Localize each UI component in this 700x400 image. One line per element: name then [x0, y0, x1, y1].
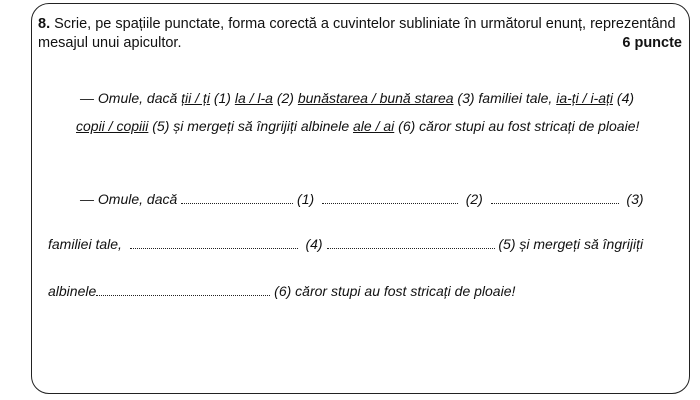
underlined-word-5: copii / copiii — [76, 118, 149, 134]
blank-4[interactable] — [130, 236, 298, 249]
underlined-word-1: ții / ți — [181, 90, 210, 106]
answer-line-2: familiei tale, (4) (5) și mergeți să îngrijiți — [48, 236, 644, 252]
answer-line-1: — Omule, dacă (1) (2) (3) — [80, 191, 644, 207]
exercise-header — [38, 15, 678, 53]
answer-line-3: albinele (6) căror stupi au fost stricați de ploaie! — [48, 283, 516, 299]
instruction-line-2: mesajul unui apicultor. — [38, 35, 182, 51]
statement-line-1: — Omule, dacă ții / ți (1) la / l-a (2) bunăstarea / bună starea (3) familiei tale, ia-ți / i-ați (4) — [80, 90, 635, 106]
statement-line-2: copii / copiii (5) și mergeți să îngrijiți albinele ale / ai (6) căror stupi au fost stricați de ploaie! — [76, 118, 640, 134]
underlined-word-3: bunăstarea / bună starea — [297, 90, 454, 106]
blank-2[interactable] — [322, 191, 458, 204]
blank-6[interactable] — [96, 283, 270, 296]
blank-3[interactable] — [491, 191, 619, 204]
points-label: 6 puncte — [622, 35, 682, 51]
underlined-word-2: la / l-a — [234, 90, 273, 106]
underlined-word-4: ia-ți / i-ați — [556, 90, 614, 106]
exercise-number: 8. — [38, 16, 51, 32]
instruction-line-1: 8. Scrie, pe spațiile punctate, forma corectă a cuvintelor subliniate în următorul enunț, reprezentând — [38, 16, 676, 32]
blank-1[interactable] — [181, 191, 293, 204]
blank-5[interactable] — [327, 236, 495, 249]
underlined-word-6: ale / ai — [353, 118, 395, 134]
